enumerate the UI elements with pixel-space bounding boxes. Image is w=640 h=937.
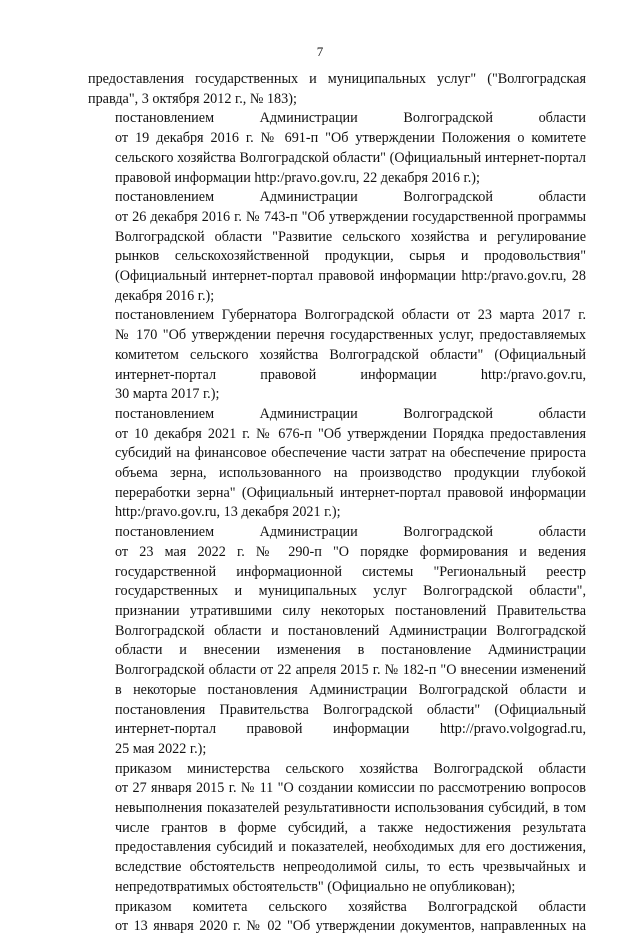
text-line: непредотвратимых обстоятельств" (Официально не опубликован); <box>115 878 516 895</box>
text-line: интернет-портал правовой информации http://pravo.volgograd.ru, <box>115 721 586 738</box>
text-line: сельского хозяйства Волгоградской области" (Официальный интернет-портал <box>115 149 586 166</box>
text-line: вследствие обстоятельств непреодолимой силы, то есть чрезвычайных и <box>115 859 586 876</box>
text-line: от 13 января 2020 г. № 02 "Об утверждении документов, направленных на <box>115 918 586 935</box>
paragraph <box>88 70 586 109</box>
text-line: (Официальный интернет-портал правовой информации http:/pravo.gov.ru, 28 <box>115 268 586 285</box>
text-line: декабря 2016 г.); <box>115 287 215 304</box>
text-line: предоставления государственных и муниципальных услуг" ("Волгоградская <box>88 71 586 87</box>
text-line: от 23 мая 2022 г. № 290-п "О порядке формирования и ведения <box>115 543 586 560</box>
text-line: государственных и муниципальных услуг Волгоградской области", <box>115 583 586 600</box>
text-line: постановлением Администрации Волгоградской области <box>115 110 586 127</box>
text-line: приказом комитета сельского хозяйства Волгоградской области <box>115 898 586 915</box>
text-line: интернет-портал правовой информации http:/pravo.gov.ru, <box>115 366 586 383</box>
text-line: Волгоградской области от 22 апреля 2015 г. № 182-п "О внесении изменений <box>115 662 586 679</box>
text-line: признании утратившими силу некоторых постановлений Правительства <box>115 602 586 619</box>
paragraph <box>88 760 586 898</box>
text-line: Волгоградской области и постановлений Администрации Волгоградской <box>115 622 586 639</box>
text-line: http:/pravo.gov.ru, 13 декабря 2021 г.); <box>115 504 341 521</box>
text-line: области и внесении изменения в постановление Администрации <box>115 642 586 659</box>
paragraph <box>88 523 586 759</box>
text-line: правда", 3 октября 2012 г., № 183); <box>88 90 297 107</box>
paragraph <box>88 405 586 523</box>
paragraph <box>88 188 586 306</box>
text-line: рынков сельскохозяйственной продукции, сырья и продовольствия" <box>115 248 586 265</box>
text-line: постановления Правительства Волгоградской области" (Официальный <box>115 701 586 718</box>
text-line: переработки зерна" (Официальный интернет-портал правовой информации <box>115 484 586 501</box>
text-line: № 170 "Об утверждении перечня государственных услуг, предоставляемых <box>115 327 586 344</box>
text-line: 25 мая 2022 г.); <box>115 740 207 757</box>
text-line: приказом министерства сельского хозяйства Волгоградской области <box>115 760 586 777</box>
document-body <box>88 70 586 937</box>
text-line: в некоторые постановления Администрации Волгоградской области и <box>115 681 586 698</box>
text-line: предоставления субсидий и показателей, необходимых для его достижения, <box>115 839 586 856</box>
text-line: комитетом сельского хозяйства Волгоградской области" (Официальный <box>115 346 586 363</box>
text-line: постановлением Администрации Волгоградской области <box>115 189 586 206</box>
text-line: числе грантов в форме субсидий, а также недостижения результата <box>115 819 586 836</box>
text-line: 30 марта 2017 г.); <box>115 386 220 403</box>
text-line: постановлением Администрации Волгоградской области <box>115 524 586 541</box>
page-number: 7 <box>316 44 324 59</box>
text-line: объема зерна, использованного на производство продукции глубокой <box>115 465 586 482</box>
paragraph <box>88 306 586 405</box>
paragraph <box>88 898 586 937</box>
text-line: постановлением Губернатора Волгоградской области от 23 марта 2017 г. <box>115 307 586 324</box>
paragraph <box>88 109 586 188</box>
text-line: постановлением Администрации Волгоградской области <box>115 405 586 422</box>
text-line: от 19 декабря 2016 г. № 691-п "Об утверждении Положения о комитете <box>115 130 586 147</box>
text-line: от 27 января 2015 г. № 11 "О создании комиссии по рассмотрению вопросов <box>115 780 586 797</box>
text-line: от 26 декабря 2016 г. № 743-п "Об утверждении государственной программы <box>115 208 586 225</box>
text-line: правовой информации http:/pravo.gov.ru, 22 декабря 2016 г.); <box>115 169 480 186</box>
text-line: невыполнения показателей результативности использования субсидий, в том <box>115 800 586 817</box>
text-line: Волгоградской области "Развитие сельского хозяйства и регулирование <box>115 228 586 245</box>
text-line: государственной информационной системы "Региональный реестр <box>115 563 586 580</box>
text-line: от 10 декабря 2021 г. № 676-п "Об утверждении Порядка предоставления <box>115 425 586 442</box>
text-line: субсидий на финансовое обеспечение части затрат на обеспечение прироста <box>115 445 586 462</box>
